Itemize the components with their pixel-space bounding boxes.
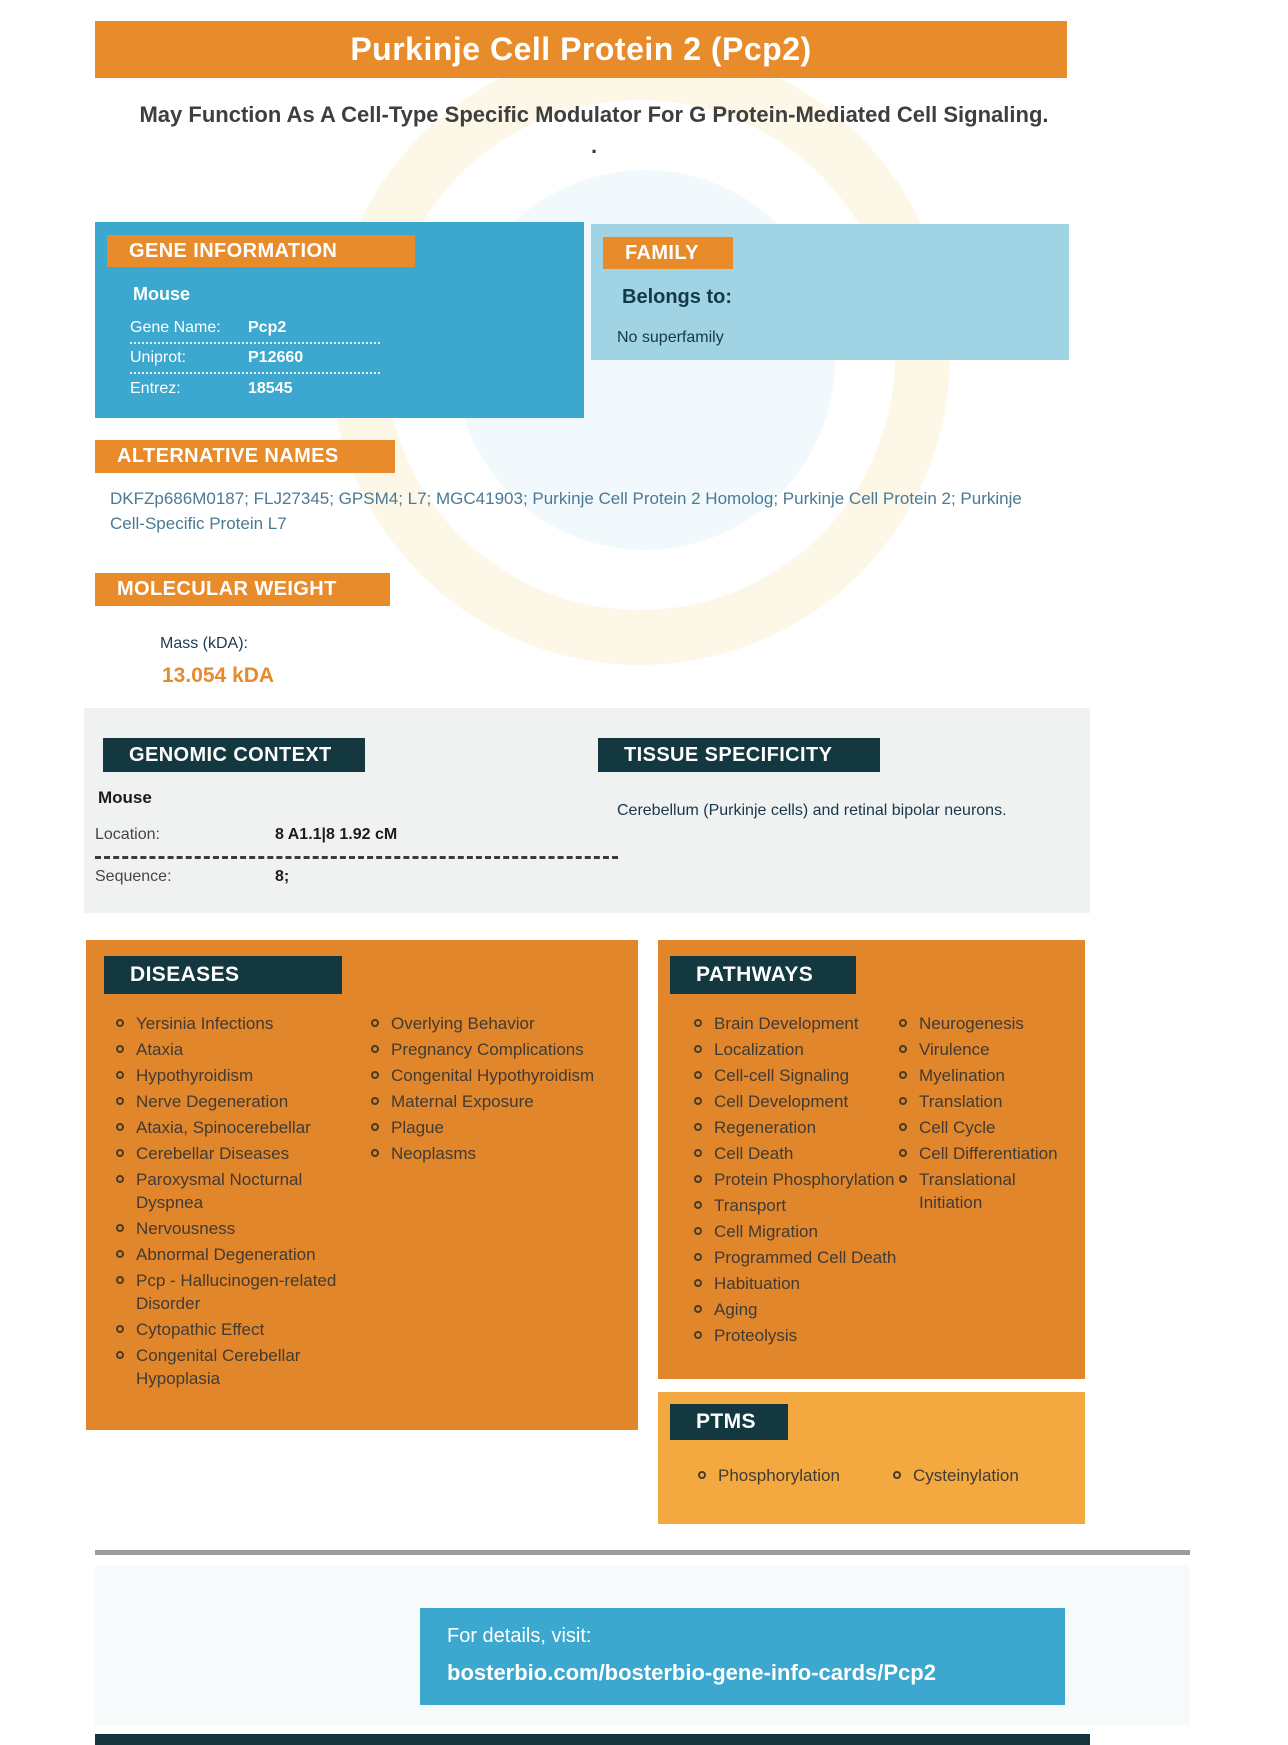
list-item-label: Congenital Hypothyroidism [391,1066,595,1085]
list-item [694,1038,899,1061]
family-belongs-label: Belongs to: [622,286,732,308]
gene-information-section [95,222,584,418]
list-item [116,1012,371,1035]
list-item-label: Cysteinylation [913,1466,1019,1485]
sequence-value: 8; [275,868,290,885]
molecular-weight-header: MOLECULAR WEIGHT [95,573,390,606]
ptms-column-left [698,1464,893,1490]
diseases-header: DISEASES [104,956,342,994]
list-item [371,1142,611,1165]
circle-bullet-icon [694,1201,702,1209]
circle-bullet-icon [694,1175,702,1183]
pathways-column-left [694,1012,899,1350]
location-row [95,826,397,844]
circle-bullet-icon [371,1045,379,1053]
footer-panel [95,1565,1190,1725]
diseases-list [116,1012,621,1393]
footer-visit-label: For details, visit: [447,1625,592,1647]
list-item-label: Translation [919,1092,1003,1111]
circle-bullet-icon [899,1019,907,1027]
diseases-column-left [116,1012,371,1393]
list-item-label: Hypothyroidism [136,1066,254,1085]
page-subtitle: May Function As A Cell-Type Specific Modulator For G Protein-Mediated Cell Signaling. . [139,102,1049,158]
list-item [899,1116,1079,1139]
entrez-row [130,374,380,404]
list-item [694,1298,899,1321]
list-item-label: Cell-cell Signaling [714,1066,850,1085]
entrez-value: 18545 [248,380,293,397]
list-item [371,1064,611,1087]
gene-information-header: GENE INFORMATION [107,235,415,267]
circle-bullet-icon [893,1471,901,1479]
list-item [116,1269,371,1315]
list-item [694,1090,899,1113]
ptms-section [658,1392,1085,1524]
list-item-label: Cytopathic Effect [136,1320,265,1339]
list-item [694,1064,899,1087]
circle-bullet-icon [116,1097,124,1105]
tissue-specificity-header: TISSUE SPECIFICITY [598,738,880,772]
circle-bullet-icon [371,1149,379,1157]
page-title: Purkinje Cell Protein 2 (Pcp2) [350,31,812,67]
list-item-label: Cell Development [714,1092,849,1111]
list-item [694,1116,899,1139]
list-item-label: Pcp - Hallucinogen-related Disorder [136,1271,337,1313]
bottom-accent-bar [95,1734,1090,1745]
footer-divider [95,1550,1190,1555]
circle-bullet-icon [694,1019,702,1027]
gene-name-value: Pcp2 [248,319,287,336]
mass-value: 13.054 kDA [162,664,275,687]
list-item-label: Overlying Behavior [391,1014,535,1033]
circle-bullet-icon [899,1149,907,1157]
list-item-label: Virulence [919,1040,990,1059]
list-item-label: Myelination [919,1066,1005,1085]
list-item-label: Abnormal Degeneration [136,1245,316,1264]
list-item [893,1464,1063,1487]
circle-bullet-icon [371,1097,379,1105]
list-item [694,1246,899,1269]
circle-bullet-icon [694,1227,702,1235]
list-item [116,1318,371,1341]
ptms-column-right [893,1464,1063,1490]
circle-bullet-icon [116,1224,124,1232]
circle-bullet-icon [116,1325,124,1333]
list-item-label: Phosphorylation [718,1466,840,1485]
circle-bullet-icon [694,1149,702,1157]
list-item-label: Neurogenesis [919,1014,1024,1033]
list-item [116,1090,371,1113]
uniprot-label: Uniprot: [130,349,187,366]
list-item [371,1038,611,1061]
circle-bullet-icon [371,1123,379,1131]
list-item-label: Cell Cycle [919,1118,996,1137]
list-item [116,1116,371,1139]
circle-bullet-icon [899,1175,907,1183]
sequence-row [95,868,289,886]
diseases-section [86,940,638,1430]
list-item [694,1142,899,1165]
list-item [116,1168,371,1214]
list-item-label: Aging [714,1300,758,1319]
circle-bullet-icon [694,1045,702,1053]
location-value: 8 A1.1|8 1.92 cM [275,826,398,843]
circle-bullet-icon [371,1019,379,1027]
list-item [694,1194,899,1217]
circle-bullet-icon [899,1045,907,1053]
alternative-names-header: ALTERNATIVE NAMES [95,440,395,473]
list-item-label: Programmed Cell Death [714,1248,897,1267]
list-item [694,1324,899,1347]
dashed-divider [95,856,618,859]
list-item [899,1012,1079,1035]
list-item [698,1464,893,1487]
list-item-label: Ataxia [136,1040,184,1059]
list-item-label: Nerve Degeneration [136,1092,289,1111]
circle-bullet-icon [116,1351,124,1359]
list-item [899,1064,1079,1087]
list-item [116,1217,371,1240]
tissue-specificity-text: Cerebellum (Purkinje cells) and retinal bipolar neurons. [617,802,1007,819]
family-header: FAMILY [603,237,733,269]
circle-bullet-icon [899,1123,907,1131]
list-item-label: Congenital Cerebellar Hypoplasia [136,1346,301,1388]
list-item [116,1064,371,1087]
list-item [694,1012,899,1035]
alternative-names-text: DKFZp686M0187; FLJ27345; GPSM4; L7; MGC41903; Purkinje Cell Protein 2 Homolog; Purkinje Cell Protein 2; Purkinje Cell-Specific Protein L7 [110,489,1022,533]
uniprot-row [130,344,380,374]
circle-bullet-icon [694,1253,702,1261]
circle-bullet-icon [116,1250,124,1258]
pathways-section [658,940,1085,1379]
gene-species-label: Mouse [133,284,191,304]
list-item-label: Paroxysmal Nocturnal Dyspnea [136,1170,303,1212]
circle-bullet-icon [116,1149,124,1157]
circle-bullet-icon [694,1071,702,1079]
list-item [116,1142,371,1165]
mass-label: Mass (kDA): [160,635,248,652]
list-item-label: Brain Development [714,1014,859,1033]
circle-bullet-icon [694,1279,702,1287]
circle-bullet-icon [694,1305,702,1313]
list-item [694,1272,899,1295]
pathways-list [694,1012,1079,1350]
list-item-label: Regeneration [714,1118,817,1137]
list-item-label: Transport [714,1196,787,1215]
circle-bullet-icon [694,1123,702,1131]
list-item-label: Neoplasms [391,1144,477,1163]
circle-bullet-icon [899,1097,907,1105]
list-item-label: Localization [714,1040,804,1059]
list-item-label: Nervousness [136,1219,236,1238]
circle-bullet-icon [116,1045,124,1053]
list-item-label: Ataxia, Spinocerebellar [136,1118,311,1137]
family-section [591,224,1069,360]
uniprot-value: P12660 [248,349,304,366]
sequence-label: Sequence: [95,868,172,885]
list-item-label: Protein Phosphorylation [714,1170,895,1189]
circle-bullet-icon [899,1071,907,1079]
circle-bullet-icon [116,1276,124,1284]
circle-bullet-icon [694,1331,702,1339]
circle-bullet-icon [698,1471,706,1479]
genomic-context-header: GENOMIC CONTEXT [103,738,365,772]
family-value: No superfamily [617,329,724,346]
list-item-label: Habituation [714,1274,801,1293]
list-item [899,1038,1079,1061]
list-item-label: Cell Differentiation [919,1144,1058,1163]
genomic-context-species: Mouse [98,788,152,807]
circle-bullet-icon [116,1019,124,1027]
circle-bullet-icon [116,1175,124,1183]
list-item-label: Proteolysis [714,1326,798,1345]
list-item [899,1090,1079,1113]
list-item [694,1220,899,1243]
gene-name-label: Gene Name: [130,319,221,336]
circle-bullet-icon [116,1071,124,1079]
list-item [899,1168,1079,1214]
list-item-label: Yersinia Infections [136,1014,274,1033]
list-item [899,1142,1079,1165]
diseases-column-right [371,1012,611,1393]
entrez-label: Entrez: [130,380,181,397]
list-item [371,1090,611,1113]
list-item-label: Translational Initiation [919,1170,1016,1212]
list-item [116,1038,371,1061]
list-item [371,1012,611,1035]
ptms-header: PTMS [670,1404,788,1440]
list-item [694,1168,899,1191]
list-item-label: Cell Death [714,1144,794,1163]
location-label: Location: [95,826,160,843]
list-item [116,1344,371,1390]
list-item-label: Plague [391,1118,444,1137]
gene-information-rows [130,314,380,404]
genomic-tissue-panel [84,708,1090,913]
pathways-column-right [899,1012,1079,1350]
list-item-label: Pregnancy Complications [391,1040,584,1059]
list-item-label: Cerebellar Diseases [136,1144,290,1163]
list-item [116,1243,371,1266]
gene-name-row [130,314,380,344]
title-bar [95,21,1067,78]
list-item-label: Maternal Exposure [391,1092,534,1111]
list-item-label: Cell Migration [714,1222,818,1241]
circle-bullet-icon [694,1097,702,1105]
list-item [371,1116,611,1139]
pathways-header: PATHWAYS [670,956,856,994]
footer-link-box [420,1608,1065,1705]
circle-bullet-icon [116,1123,124,1131]
ptms-list [698,1464,1068,1490]
footer-url-link[interactable]: bosterbio.com/bosterbio-gene-info-cards/Pcp2 [447,1660,936,1685]
circle-bullet-icon [371,1071,379,1079]
